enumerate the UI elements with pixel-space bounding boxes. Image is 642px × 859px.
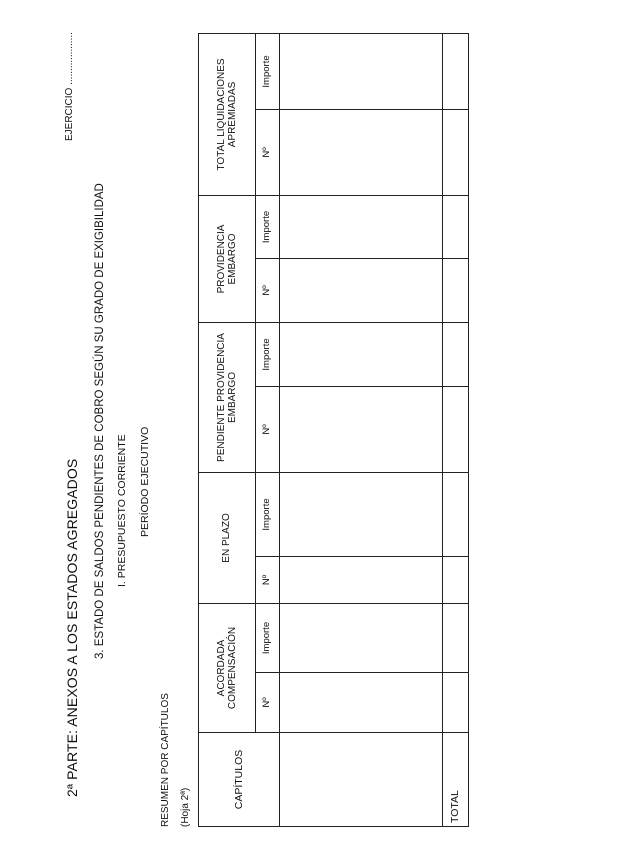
capitulos-cell bbox=[280, 733, 443, 827]
total-cell bbox=[443, 195, 469, 258]
capitulos-header: CAPÍTULOS bbox=[199, 733, 280, 827]
page-title: 2ª PARTE: ANEXOS A LOS ESTADOS AGREGADOS bbox=[64, 458, 80, 797]
sub-header-importe: Importe bbox=[256, 33, 280, 109]
sub-header-importe: Importe bbox=[256, 322, 280, 386]
resumen-label: RESUMEN POR CAPÍTULOS bbox=[160, 693, 171, 827]
group-label: TOTAL LIQUIDACIONES APREMIADAS bbox=[215, 58, 238, 171]
sub-header-no: Nº bbox=[256, 673, 280, 733]
total-cell bbox=[443, 109, 469, 195]
total-label: TOTAL bbox=[443, 733, 469, 827]
data-cell bbox=[280, 109, 443, 195]
data-cell bbox=[280, 322, 443, 386]
total-cell bbox=[443, 258, 469, 322]
periodo-label: PERÍODO EJECUTIVO bbox=[139, 426, 151, 537]
group-header-pendiente bbox=[199, 322, 256, 472]
data-cell bbox=[280, 386, 443, 472]
total-cell bbox=[443, 386, 469, 472]
capitulos-table bbox=[198, 33, 469, 827]
data-cell bbox=[280, 258, 443, 322]
group-header-total-liquidaciones bbox=[199, 33, 256, 195]
total-cell bbox=[443, 322, 469, 386]
data-cell bbox=[280, 556, 443, 603]
sub-header-importe: Importe bbox=[256, 603, 280, 672]
data-cell bbox=[280, 33, 443, 109]
group-header-providencia bbox=[199, 195, 256, 322]
total-row bbox=[443, 33, 469, 826]
data-cell bbox=[280, 603, 443, 672]
group-label: PROVIDENCIA EMBARGO bbox=[215, 224, 238, 294]
sub-header-no: Nº bbox=[256, 258, 280, 322]
group-label: EN PLAZO bbox=[221, 513, 233, 563]
data-cell bbox=[280, 195, 443, 258]
table-row bbox=[280, 33, 443, 826]
group-label: PENDIENTE PROVIDENCIA EMBARGO bbox=[215, 333, 238, 462]
total-cell bbox=[443, 33, 469, 109]
group-header-row bbox=[199, 33, 256, 826]
sub-header-importe: Importe bbox=[256, 195, 280, 258]
sub-header-importe: Importe bbox=[256, 472, 280, 556]
sub-header-no: Nº bbox=[256, 556, 280, 603]
data-cell bbox=[280, 673, 443, 733]
sub-header-no: Nº bbox=[256, 386, 280, 472]
page-subtitle: 3. ESTADO DE SALDOS PENDIENTES DE COBRO SEGÚN SU GRADO DE EXIGIBILIDAD bbox=[94, 183, 106, 659]
data-cell bbox=[280, 472, 443, 556]
total-cell bbox=[443, 472, 469, 556]
hoja-label: (Hoja 2ª) bbox=[180, 787, 191, 827]
presupuesto-label: I. PRESUPUESTO CORRIENTE bbox=[116, 434, 128, 587]
group-header-en-plazo bbox=[199, 472, 256, 603]
sub-header-row bbox=[256, 33, 280, 826]
total-cell bbox=[443, 603, 469, 672]
group-label: ACORDADA COMPENSACIÓN bbox=[215, 626, 238, 710]
group-header-acordada bbox=[199, 603, 256, 732]
total-cell bbox=[443, 673, 469, 733]
total-cell bbox=[443, 556, 469, 603]
ejercicio-field: EJERCICIO ................... bbox=[64, 32, 75, 141]
sub-header-no: Nº bbox=[256, 109, 280, 195]
